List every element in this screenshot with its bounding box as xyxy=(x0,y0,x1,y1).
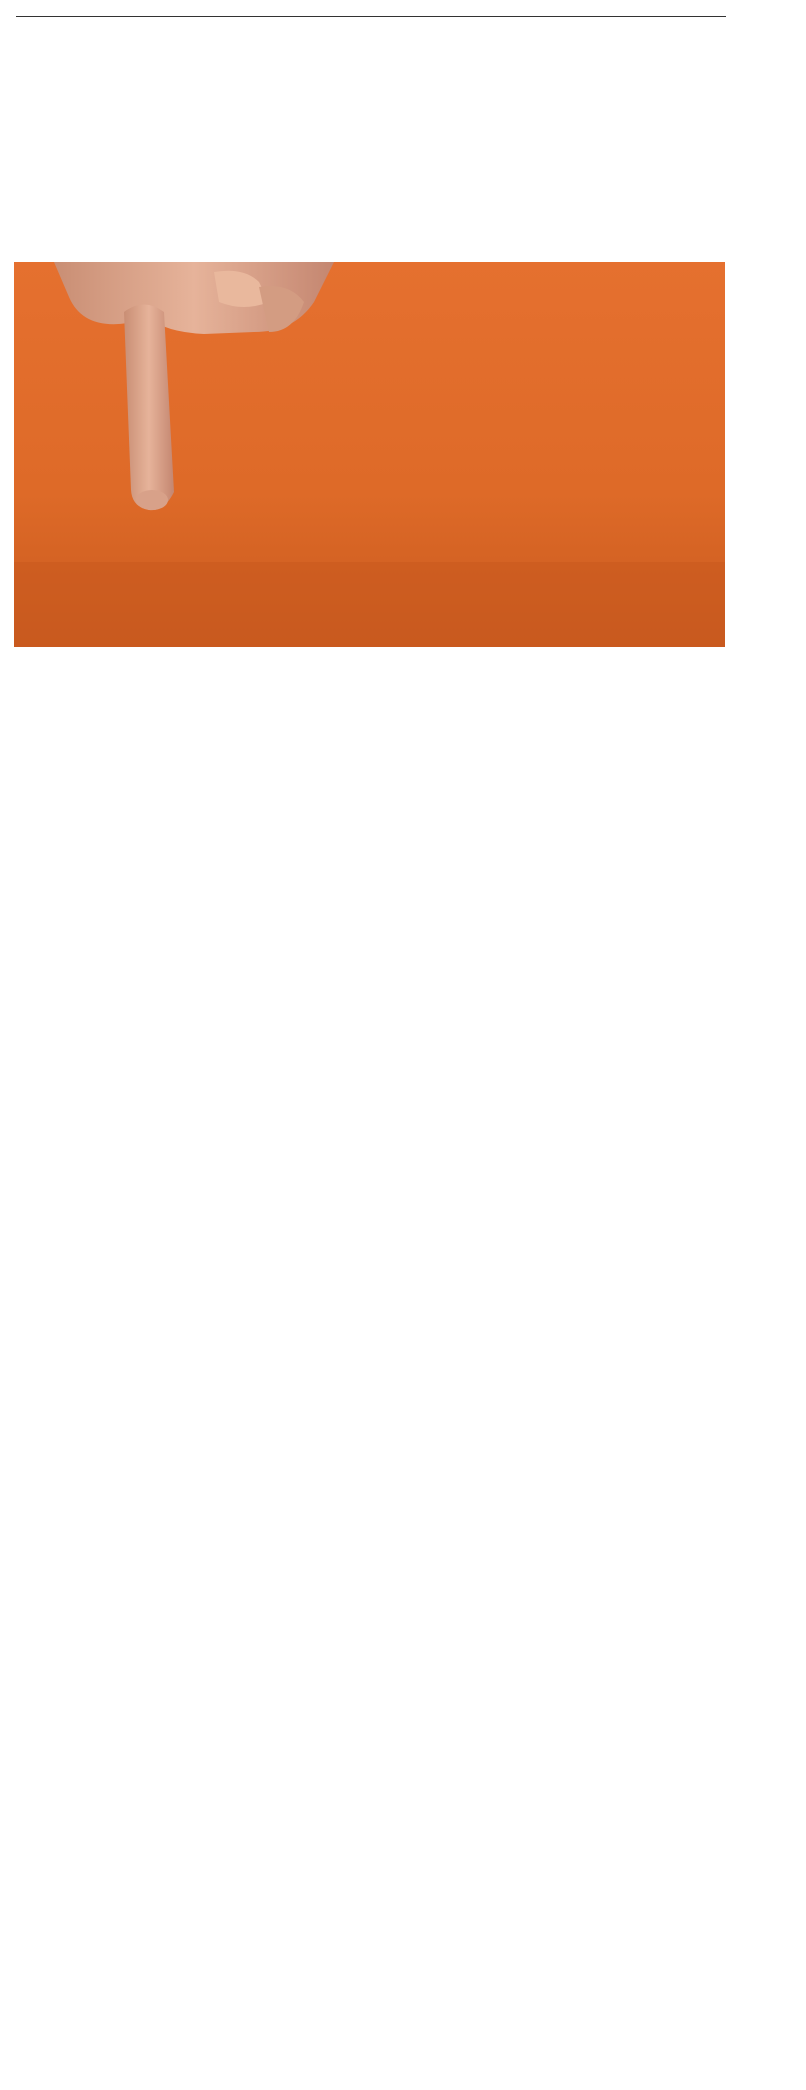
table-surface xyxy=(14,562,725,647)
top-rule xyxy=(16,16,726,17)
stagflation-illustration xyxy=(14,262,725,647)
article-photo xyxy=(14,262,725,647)
